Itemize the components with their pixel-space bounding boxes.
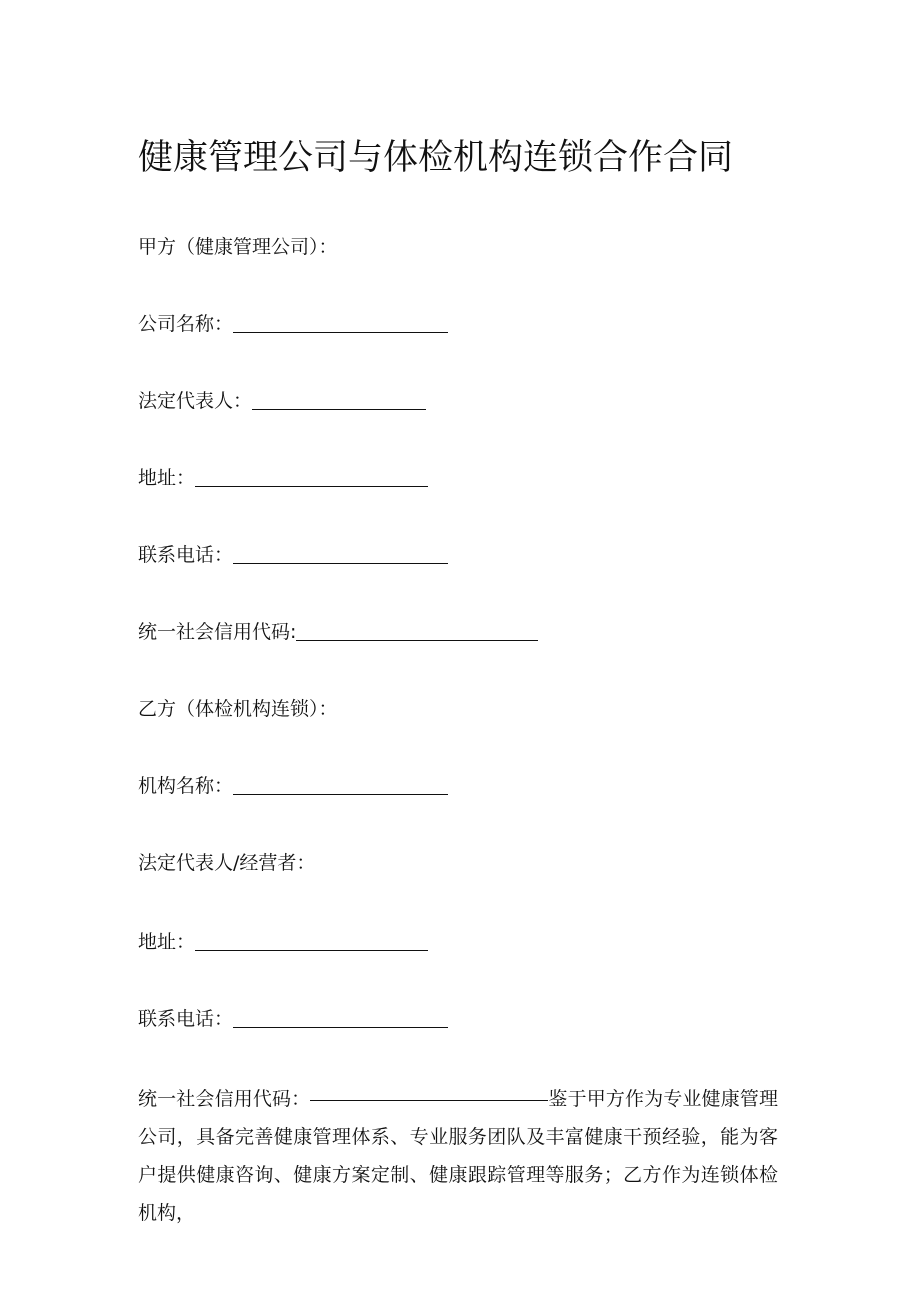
party-a-phone-blank[interactable]	[233, 543, 448, 564]
party-a-address-label: 地址：	[138, 467, 196, 489]
document-title: 健康管理公司与体检机构连锁合作合同	[138, 138, 734, 178]
party-a-phone-label: 联系电话：	[138, 544, 234, 566]
party-a-address-blank[interactable]	[195, 466, 428, 487]
party-a-heading	[138, 232, 338, 262]
party-b-legal-rep-row	[138, 848, 315, 878]
party-a-credit-code-blank[interactable]	[296, 620, 538, 641]
party-b-institution-name-blank[interactable]	[233, 774, 448, 795]
party-b-address-label: 地址：	[138, 931, 196, 953]
party-a-company-name-blank[interactable]	[233, 312, 448, 333]
party-b-institution-name-label: 机构名称：	[138, 775, 234, 797]
preamble-text: 鉴于甲方作为专业健康管理公司，具备完善健康管理体系、专业服务团队及丰富健康干预经验，能为客户提供健康咨询、健康方案定制、健康跟踪管理等服务；乙方作为连锁体检机构，	[138, 1088, 778, 1224]
party-a-address-row	[138, 463, 428, 493]
party-b-heading	[138, 694, 338, 724]
party-a-company-name-label: 公司名称：	[138, 313, 234, 335]
party-a-credit-code-label: 统一社会信用代码:	[138, 621, 297, 643]
party-a-legal-rep-blank[interactable]	[252, 389, 426, 410]
party-b-heading-text: 乙方（体检机构连锁）：	[138, 698, 338, 720]
party-b-phone-blank[interactable]	[233, 1007, 448, 1028]
party-b-phone-label: 联系电话：	[138, 1008, 234, 1030]
party-b-address-row	[138, 927, 428, 957]
party-b-credit-code-label: 统一社会信用代码：	[138, 1088, 311, 1110]
party-a-legal-rep-row	[138, 386, 426, 416]
party-a-credit-code-row	[138, 617, 538, 647]
party-b-address-blank[interactable]	[195, 930, 428, 951]
party-b-institution-name-row	[138, 771, 448, 801]
party-a-legal-rep-label: 法定代表人：	[138, 390, 253, 412]
party-b-credit-code-blank[interactable]	[310, 1080, 548, 1101]
party-a-company-name-row	[138, 309, 448, 339]
party-b-legal-rep-label: 法定代表人/经营者：	[138, 852, 316, 874]
party-a-phone-row	[138, 540, 448, 570]
party-b-phone-row	[138, 1004, 448, 1034]
party-a-heading-text: 甲方（健康管理公司）：	[138, 236, 338, 258]
preamble-paragraph	[138, 1080, 778, 1232]
